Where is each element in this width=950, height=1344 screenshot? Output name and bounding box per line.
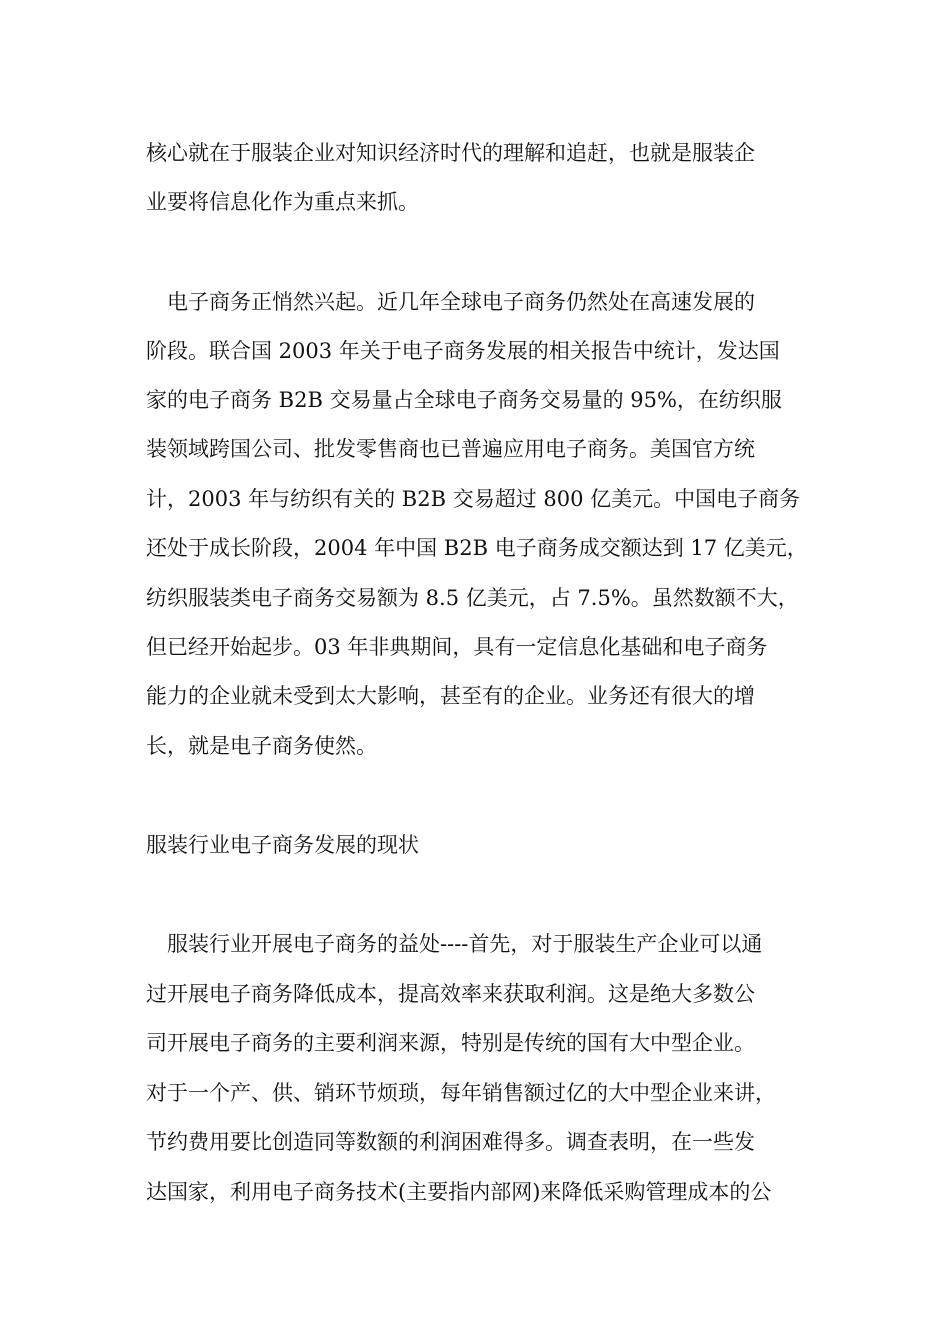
paragraph-2-line: 还处于成长阶段，2004 年中国 B2B 电子商务成交额达到 17 亿美元， bbox=[146, 536, 808, 560]
paragraph-2-line: 家的电子商务 B2B 交易量占全球电子商务交易量的 95%，在纺织服 bbox=[146, 388, 782, 412]
paragraph-2-line: 计，2003 年与纺织有关的 B2B 交易超过 800 亿美元。中国电子商务 bbox=[146, 487, 801, 511]
paragraph-2-line: 装领域跨国公司、批发零售商也已普遍应用电子商务。美国官方统 bbox=[146, 437, 755, 461]
paragraph-2-line: 纺织服装类电子商务交易额为 8.5 亿美元，占 7.5%。虽然数额不大， bbox=[146, 586, 799, 610]
paragraph-2-line: 电子商务正悄然兴起。近几年全球电子商务仍然处在高速发展的 bbox=[146, 290, 755, 314]
section-heading: 服装行业电子商务发展的现状 bbox=[146, 833, 419, 857]
paragraph-2-line: 阶段。联合国 2003 年关于电子商务发展的相关报告中统计，发达国 bbox=[146, 339, 780, 363]
paragraph-2-line: 但已经开始起步。03 年非典期间，具有一定信息化基础和电子商务 bbox=[146, 635, 768, 659]
paragraph-1-line: 核心就在于服装企业对知识经济时代的理解和追赶，也就是服装企 bbox=[146, 141, 755, 165]
paragraph-1-line: 业要将信息化作为重点来抓。 bbox=[146, 190, 419, 214]
paragraph-3-line: 对于一个产、供、销环节烦琐，每年销售额过亿的大中型企业来讲， bbox=[146, 1081, 776, 1105]
paragraph-3-line: 达国家，利用电子商务技术(主要指内部网)来降低采购管理成本的公 bbox=[146, 1180, 772, 1204]
paragraph-3-line: 司开展电子商务的主要利润来源，特别是传统的国有大中型企业。 bbox=[146, 1031, 755, 1055]
paragraph-2-line: 长，就是电子商务使然。 bbox=[146, 734, 377, 758]
paragraph-3-line: 过开展电子商务降低成本，提高效率来获取利润。这是绝大多数公 bbox=[146, 982, 755, 1006]
paragraph-3-line: 服装行业开展电子商务的益处----首先，对于服装生产企业可以通 bbox=[146, 932, 763, 956]
paragraph-3-line: 节约费用要比创造同等数额的利润困难得多。调查表明，在一些发 bbox=[146, 1130, 755, 1154]
paragraph-2-line: 能力的企业就未受到太大影响，甚至有的企业。业务还有很大的增 bbox=[146, 684, 755, 708]
